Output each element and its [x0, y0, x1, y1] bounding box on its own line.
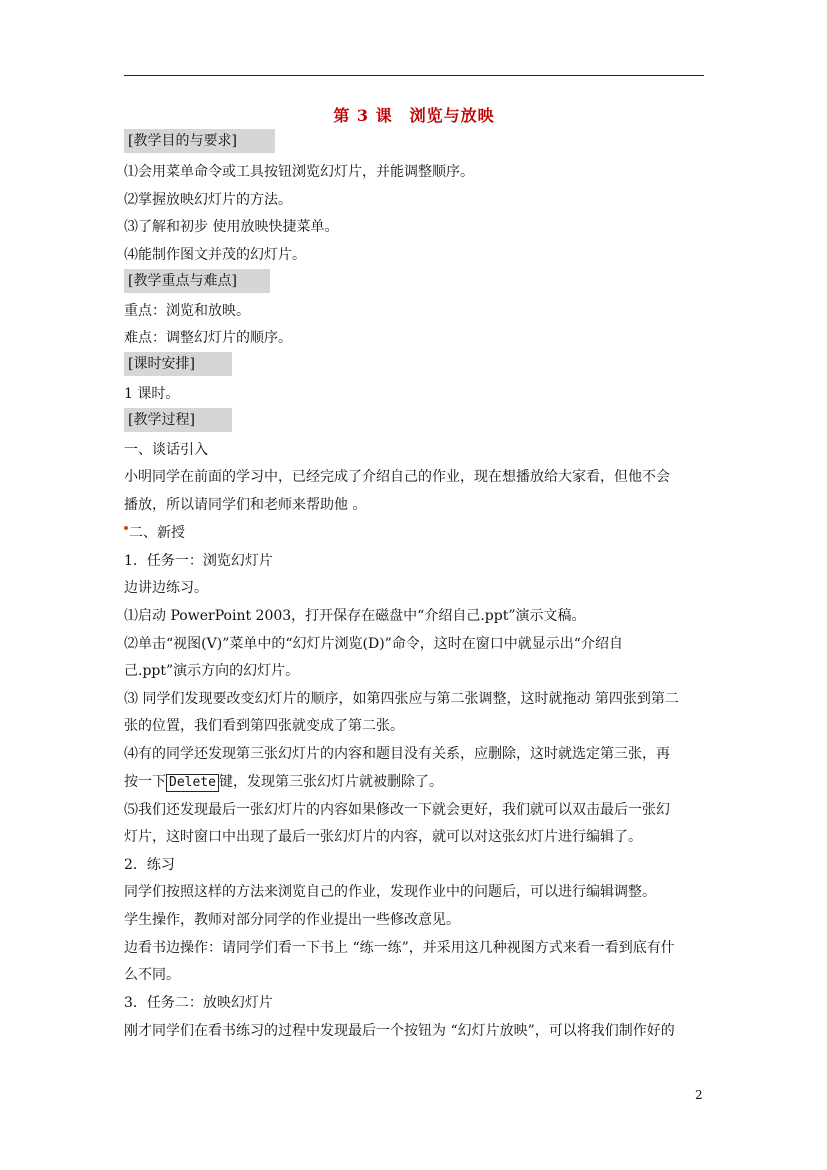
paragraph-line: 播放，所以请同学们和老师来帮助他 。	[124, 497, 367, 513]
paragraph-line: 同学们按照这样的方法来浏览自己的作业，发现作业中的问题后，可以进行编辑调整。	[124, 884, 656, 900]
step-line: ⑴启动 PowerPoint 2003，打开保存在磁盘中“介绍自己.ppt”演示文稿。	[124, 608, 586, 624]
hours-text: 1 课时。	[124, 386, 180, 402]
page-number: 2	[695, 1088, 703, 1102]
section-header-focus: [教学重点与难点]	[124, 269, 270, 293]
step-line: 灯片，这时窗口中出现了最后一张幻灯片的内容，就可以对这张幻灯片进行编辑了。	[124, 829, 642, 845]
section-header-process: [教学过程]	[124, 408, 232, 432]
section-header-hours: [课时安排]	[124, 352, 232, 376]
step-line-delete	[124, 772, 709, 792]
paragraph-line: 么不同。	[124, 967, 180, 983]
intro-heading: 一、谈话引入	[124, 442, 208, 458]
goal-item: ⑶了解和初步 使用放映快捷菜单。	[124, 219, 339, 235]
task1-heading: 1．任务一：浏览幻灯片	[124, 553, 273, 569]
new-heading: 二、新授	[129, 525, 185, 541]
delete-key-box: Delete	[166, 774, 219, 792]
goal-item: ⑴会用菜单命令或工具按钮浏览幻灯片，并能调整顺序。	[124, 164, 474, 180]
focus-item: 难点：调整幻灯片的顺序。	[124, 330, 292, 346]
header-rule	[124, 75, 704, 76]
step-line: ⑷有的同学还发现第三张幻灯片的内容和题目没有关系，应删除，这时就选定第三张，再	[124, 746, 670, 762]
step-line: 张的位置，我们看到第四张就变成了第二张。	[124, 718, 404, 734]
step-line: ⑸我们还发现最后一张幻灯片的内容如果修改一下就会更好，我们就可以双击最后一张幻	[124, 802, 670, 818]
task2-heading: 3．任务二：放映幻灯片	[124, 995, 273, 1011]
paragraph-line: 学生操作，教师对部分同学的作业提出一些修改意见。	[124, 912, 460, 928]
step-line: ⑶ 同学们发现要改变幻灯片的顺序，如第四张应与第二张调整，这时就拖动 第四张到第二	[124, 691, 679, 707]
step-text: 按一下	[124, 774, 166, 790]
step-text: 键，发现第三张幻灯片就被删除了。	[218, 774, 443, 790]
step-line: 己.ppt”演示方向的幻灯片。	[124, 663, 300, 679]
focus-item: 重点：浏览和放映。	[124, 303, 250, 319]
bullet-dot	[124, 526, 128, 530]
practice-heading: 2．练习	[124, 857, 175, 873]
goal-item: ⑵掌握放映幻灯片的方法。	[124, 192, 292, 208]
task1-subtitle: 边讲边练习。	[124, 580, 208, 596]
paragraph-line: 边看书边操作：请同学们看一下书上 “练一练”，并采用这几种视图方式来看一看到底有什	[124, 940, 675, 956]
paragraph-line: 小明同学在前面的学习中，已经完成了介绍自己的作业，现在想播放给大家看，但他不会	[124, 469, 670, 485]
step-line: ⑵单击“视图(V)”菜单中的“幻灯片浏览(D)”命令，这时在窗口中就显示出“介绍自	[124, 636, 623, 652]
section-header-goals: [教学目的与要求]	[124, 129, 275, 153]
goal-item: ⑷能制作图文并茂的幻灯片。	[124, 247, 306, 263]
paragraph-line: 刚才同学们在看书练习的过程中发现最后一个按钮为 “幻灯片放映”，可以将我们制作好的	[124, 1023, 675, 1039]
lesson-title: 第 3 课 浏览与放映	[333, 106, 495, 125]
